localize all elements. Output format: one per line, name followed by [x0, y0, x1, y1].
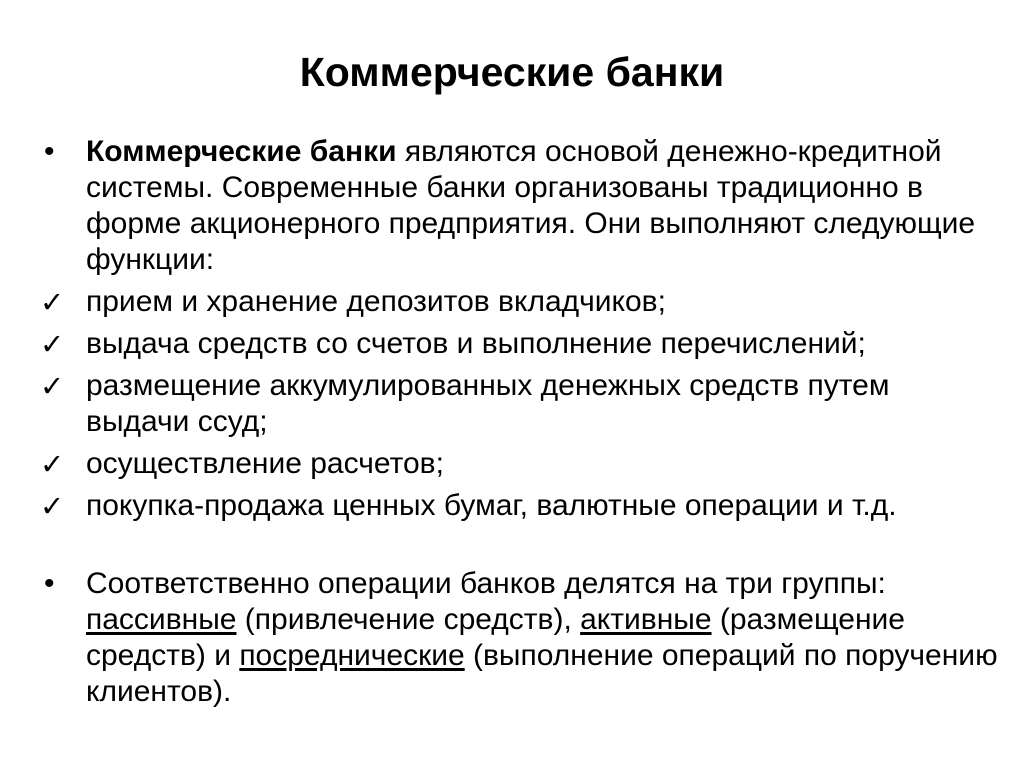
checkmark-icon: ✓ [40, 369, 65, 403]
groups-text: Соответственно операции банков делятся на три группы: [86, 567, 886, 600]
function-text: размещение аккумулированных денежных средств путем выдачи ссуд; [86, 369, 890, 438]
function-item [40, 446, 1000, 482]
function-text: покупка-продажа ценных бумаг, валютные операции и т.д. [86, 489, 897, 522]
groups-text: (размещение средств) и [86, 603, 905, 672]
checkmark-icon: ✓ [40, 489, 65, 523]
groups-text: (привлечение средств), [236, 603, 581, 636]
groups-bullet [40, 566, 1000, 710]
active-term: активные [580, 603, 712, 636]
intro-bold-term: Коммерческие банки [86, 135, 397, 168]
function-text: выдача средств со счетов и выполнение перечислений; [86, 327, 866, 360]
function-item [40, 326, 1000, 362]
bullet-icon: • [44, 135, 55, 168]
checkmark-icon: ✓ [40, 327, 65, 361]
function-item [40, 368, 1000, 440]
function-item [40, 284, 1000, 320]
intermediary-term: посреднические [239, 639, 465, 672]
checkmark-icon: ✓ [40, 285, 65, 319]
slide-content [40, 134, 1000, 710]
slide-title: Коммерческие банки [299, 49, 725, 95]
groups-text: (выполнение операций по поручению клиентов). [86, 639, 998, 708]
bullet-icon: • [44, 567, 55, 600]
function-text: осуществление расчетов; [86, 447, 444, 480]
passive-term: пассивные [86, 603, 237, 636]
function-item [40, 488, 1000, 524]
intro-text: являются основой денежно-кредитной системы. Современные банки организованы традиционно в форме акционерного предприятия. Они выполняют следующие функции: [86, 135, 976, 276]
function-text: прием и хранение депозитов вкладчиков; [86, 285, 666, 318]
checkmark-icon: ✓ [40, 447, 65, 481]
intro-bullet [40, 134, 1000, 278]
